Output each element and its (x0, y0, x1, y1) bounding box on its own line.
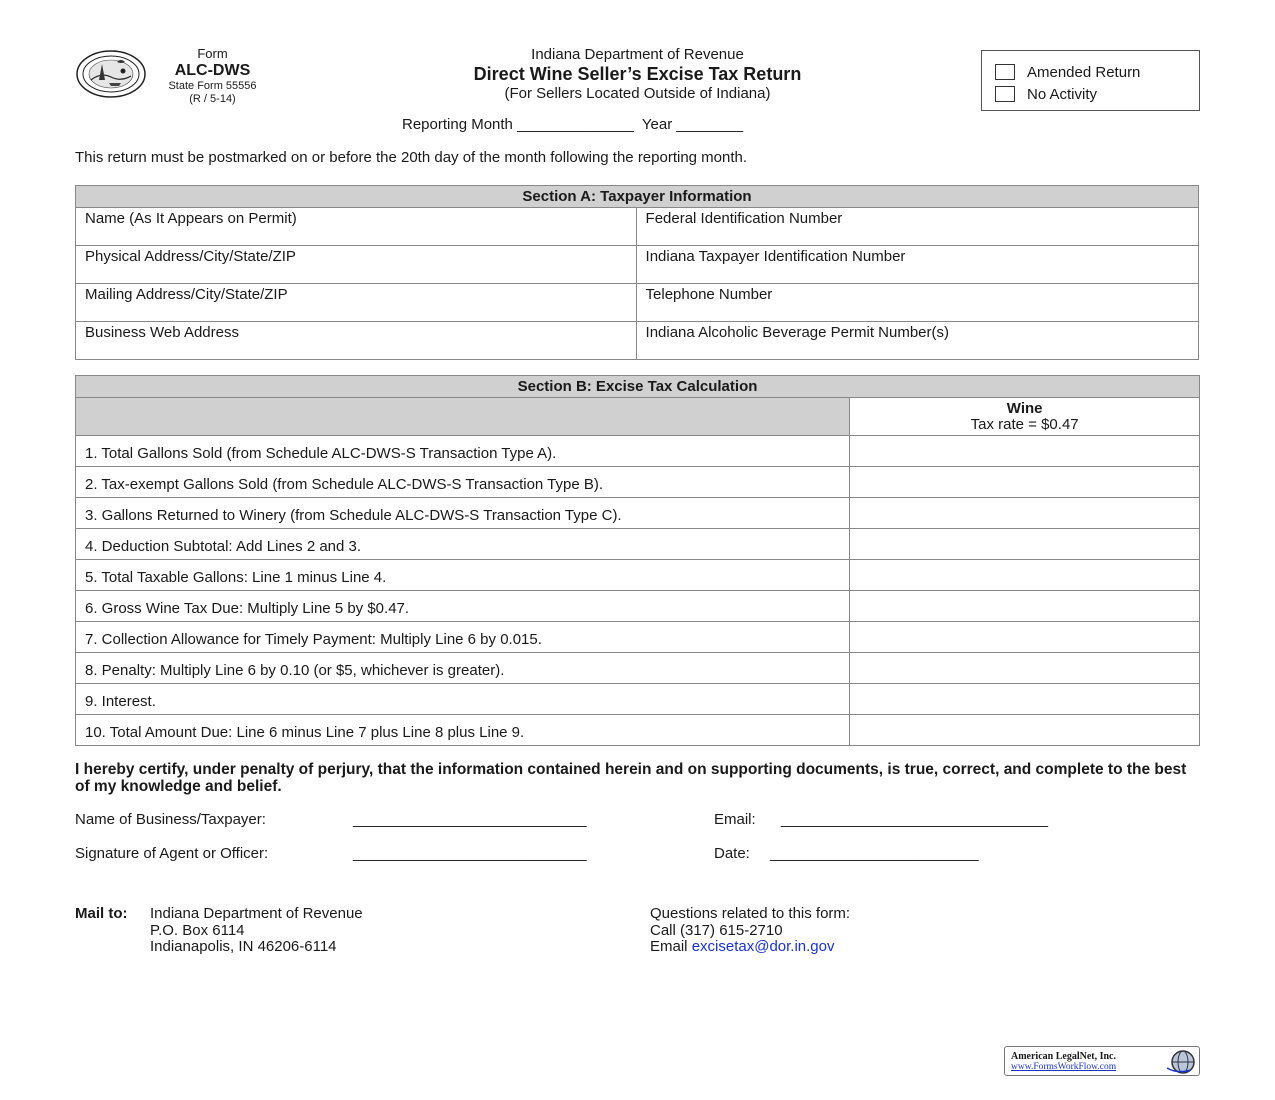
table-row (76, 284, 1199, 322)
certification-statement: I hereby certify, under penalty of perjury, that the information contained herein and on supporting documents, is true, correct, and complete to the best of my knowledge and belief. (75, 761, 1187, 795)
line-6-label: 6. Gross Wine Tax Due: Multiply Line 5 by $0.47. (76, 591, 850, 622)
section-b-table (75, 375, 1200, 746)
email-label: Email: (714, 811, 756, 828)
questions-email-prefix: Email (650, 938, 692, 955)
department-name: Indiana Department of Revenue (531, 46, 744, 63)
line-1-input[interactable] (850, 436, 1200, 467)
table-row (76, 208, 1199, 246)
date-label: Date: (714, 845, 750, 862)
line-5-label: 5. Total Taxable Gallons: Line 1 minus Line 4. (76, 560, 850, 591)
indiana-state-seal-icon (75, 50, 147, 98)
wine-column-title: Wine (1006, 399, 1043, 417)
line-10-label: 10. Total Amount Due: Line 6 minus Line 7 plus Line 8 plus Line 9. (76, 715, 850, 746)
line-6-input[interactable] (850, 591, 1200, 622)
wine-tax-rate: Tax rate = $0.47 (970, 415, 1079, 433)
form-title: Direct Wine Seller’s Excise Tax Return (473, 64, 802, 84)
reporting-period-fields[interactable]: Reporting Month ______________ Year ________ (402, 116, 744, 133)
line-3-input[interactable] (850, 498, 1200, 529)
permit-name-field[interactable]: Name (As It Appears on Permit) (76, 208, 637, 246)
business-name-label: Name of Business/Taxpayer: (75, 811, 266, 828)
line-2-input[interactable] (850, 467, 1200, 498)
questions-label: Questions related to this form: (650, 905, 851, 922)
indiana-taxpayer-id-field[interactable]: Indiana Taxpayer Identification Number (636, 246, 1198, 284)
globe-logo-icon (1163, 1048, 1197, 1076)
table-row (76, 560, 1200, 591)
mail-line-1: Indiana Department of Revenue (150, 905, 363, 922)
mailing-address-field[interactable]: Mailing Address/City/State/ZIP (76, 284, 637, 322)
questions-block (650, 906, 850, 956)
line-7-label: 7. Collection Allowance for Timely Payment: Multiply Line 6 by 0.015. (76, 622, 850, 653)
form-identifier (150, 47, 275, 106)
amended-return-option[interactable] (995, 61, 1199, 83)
table-row (76, 529, 1200, 560)
section-b-heading: Section B: Excise Tax Calculation (76, 376, 1200, 398)
section-a-table (75, 185, 1199, 360)
no-activity-label: No Activity (1027, 85, 1098, 103)
signature-label: Signature of Agent or Officer: (75, 845, 269, 862)
wine-column-header (850, 398, 1200, 436)
permit-numbers-field[interactable]: Indiana Alcoholic Beverage Permit Number(s) (636, 322, 1198, 360)
table-row (76, 322, 1199, 360)
form-revision: (R / 5-14) (189, 92, 236, 105)
badge-url[interactable]: www.FormsWorkFlow.com (1011, 1062, 1117, 1072)
table-row (76, 436, 1200, 467)
form-code: ALC-DWS (174, 61, 251, 79)
form-title-block (385, 46, 890, 103)
line-7-input[interactable] (850, 622, 1200, 653)
form-subtitle: (For Sellers Located Outside of Indiana) (504, 85, 771, 102)
line-9-input[interactable] (850, 684, 1200, 715)
mail-to-label: Mail to: (75, 905, 128, 922)
mailing-address-block (75, 906, 363, 956)
table-row (76, 498, 1200, 529)
line-9-label: 9. Interest. (76, 684, 850, 715)
business-name-line[interactable]: ____________________________ (353, 811, 587, 828)
line-4-label: 4. Deduction Subtotal: Add Lines 2 and 3. (76, 529, 850, 560)
line-1-label: 1. Total Gallons Sold (from Schedule ALC-DWS-S Transaction Type A). (76, 436, 850, 467)
table-row (76, 684, 1200, 715)
no-activity-checkbox[interactable] (995, 86, 1015, 102)
federal-id-field[interactable]: Federal Identification Number (636, 208, 1198, 246)
line-8-label: 8. Penalty: Multiply Line 6 by 0.10 (or $5, whichever is greater). (76, 653, 850, 684)
signature-line[interactable]: ____________________________ (353, 845, 587, 862)
amended-return-checkbox[interactable] (995, 64, 1015, 80)
date-line[interactable]: _________________________ (770, 845, 979, 862)
table-row (76, 246, 1199, 284)
line-3-label: 3. Gallons Returned to Winery (from Schedule ALC-DWS-S Transaction Type C). (76, 498, 850, 529)
table-row (76, 715, 1200, 746)
line-2-label: 2. Tax-exempt Gallons Sold (from Schedule ALC-DWS-S Transaction Type B). (76, 467, 850, 498)
telephone-field[interactable]: Telephone Number (636, 284, 1198, 322)
line-10-input[interactable] (850, 715, 1200, 746)
line-5-input[interactable] (850, 560, 1200, 591)
questions-email-link[interactable]: excisetax@dor.in.gov (691, 938, 835, 955)
table-row (76, 591, 1200, 622)
table-row (76, 653, 1200, 684)
badge-company: American LegalNet, Inc. (1011, 1051, 1116, 1062)
form-label: Form (197, 46, 228, 61)
table-header-row (76, 398, 1200, 436)
return-type-checkboxes (981, 50, 1200, 111)
amended-return-label: Amended Return (1027, 63, 1141, 81)
postmark-notice: This return must be postmarked on or before the 20th day of the month following the reporting month. (75, 149, 748, 166)
blank-header-cell (76, 398, 850, 436)
questions-phone: Call (317) 615-2710 (650, 921, 783, 939)
mail-line-2: P.O. Box 6114 (150, 921, 245, 939)
table-row (76, 467, 1200, 498)
section-a-heading: Section A: Taxpayer Information (76, 186, 1199, 208)
web-address-field[interactable]: Business Web Address (76, 322, 637, 360)
line-8-input[interactable] (850, 653, 1200, 684)
state-form-number: State Form 55556 (168, 80, 257, 93)
line-4-input[interactable] (850, 529, 1200, 560)
legalnet-badge[interactable] (1004, 1046, 1200, 1076)
table-row (76, 622, 1200, 653)
email-line[interactable]: ________________________________ (781, 811, 1048, 828)
physical-address-field[interactable]: Physical Address/City/State/ZIP (76, 246, 637, 284)
mail-line-3: Indianapolis, IN 46206-6114 (150, 938, 337, 955)
no-activity-option[interactable] (995, 83, 1199, 105)
